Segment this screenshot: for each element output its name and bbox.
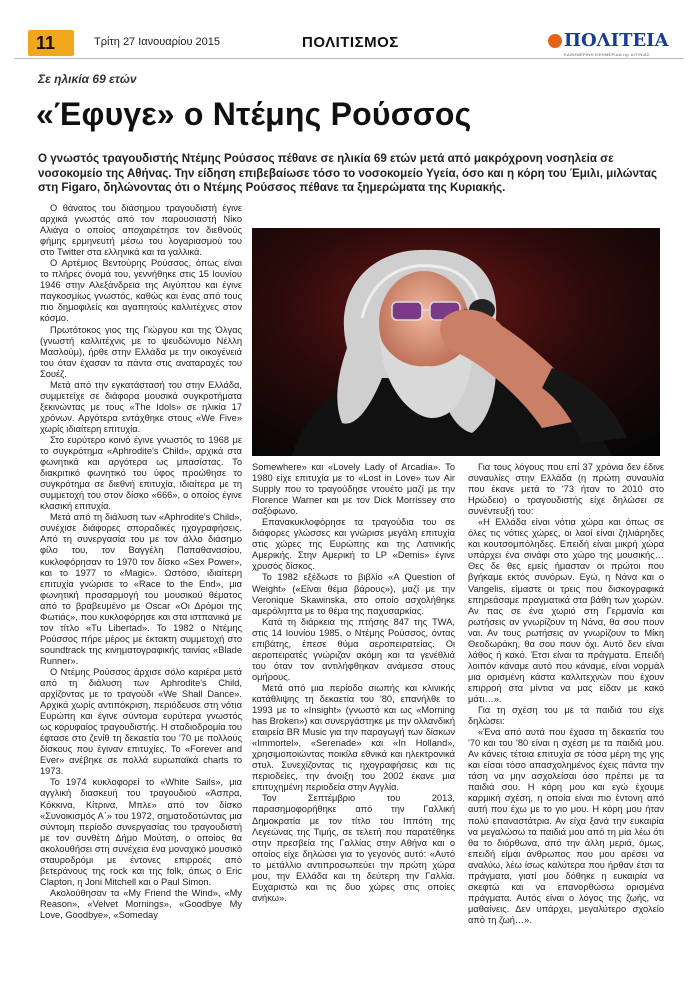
paragraph: Για τους λόγους που επί 37 χρόνια δεν έδινε συναυλίες στην Ελλάδα (η πρώτη συναυλία που έκανε μετά το '73 ήταν το 2010 στο Ηρώδειο) ο τραγουδιστής είχε δηλώσει σε συνέντευξή του: (468, 462, 664, 517)
newspaper-logo: ΠΟΛΙΤΕΙΑ (564, 30, 669, 51)
article-headline: «Έφυγε» ο Ντέμης Ρούσσος (36, 96, 472, 132)
paragraph: Ο Αρτέμιος Βεντούρης Ρούσσος, όπως είναι το πλήρες όνομά του, γεννήθηκε στις 15 Ιουνίου 1946 στην Αλεξάνδρεια της Αιγύπτου και έγινε παγκοσμίως γνωστός, καθώς και ένας από τους πιο δημοφιλείς και αγαπητούς καλλιτέχνες στον κόσμο. (40, 258, 242, 324)
article-column-3 (468, 462, 664, 926)
singer-photo (252, 228, 660, 456)
paragraph: Ακολούθησαν τα «My Friend the Wind», «My Reason», «Velvet Mornings», «Goodbye My Love, Goodbye», «Someday (40, 887, 242, 920)
paragraph: Το 1982 εξέδωσε το βιβλίο «A Question of Weight» («Είναι θέμα βάρους»), μαζί με την Veronique Skawinska, στο οποίο ασχολήθηκε αμερόληπτα με το θέμα της παχυσαρκίας. (252, 572, 455, 616)
logo-subtitle: ΚΑΘΗΜΕΡΙΝΗ ΕΦΗΜΕΡΙΔΑ της ΑΙΤ/ΝΙΑΣ (564, 52, 650, 57)
article-column-1 (40, 203, 242, 921)
header-divider (14, 58, 684, 59)
paragraph: Μετά από μια περίοδο σιωπής και κλινικής κατάθλιψης τη δεκαετία του '80, επανήλθε το 1993 με το «Insight» (γνωστό και ως «Morning has Broken») και συνεργάστηκε με την ολλανδική εταιρεία BR Music για την παραγωγή των δίσκων «Immortel», «Serenade» και «In Holland», χρησιμοποιώντας ποικίλα εθνικά και ηλεκτρονικά στυλ. Συνεχίζοντας τις ηχογραφήσεις και τις περιοδείες, την άνοιξη του 2002 έκανε μια επιτυχημένη περιοδεία στην Αγγλία. (252, 682, 455, 793)
paragraph: Somewhere» και «Lovely Lady of Arcadia». Το 1980 είχε επιτυχία με το «Lost in Love» των Air Supply που το τραγούδησε ντουέτο μαζί με την Florence Warner και με τον Dick Morrissey στο σαξόφωνο. (252, 462, 455, 517)
article-kicker: Σε ηλικία 69 ετών (38, 72, 137, 86)
paragraph: Ο θάνατος του διάσημου τραγουδιστή έγινε αρχικά γνωστός από τον παρουσιαστή Νίκο Αλιάγα ο οποίος αποχαιρέτησε τον διεθνούς φήμης ερμηνευτή μέσω του λογαριασμού του στο Twitter στα ελληνικά και τα γαλλικά. (40, 203, 242, 258)
paragraph: «Ένα από αυτά που έχασα τη δεκαετία του '70 και του '80 είναι η σχέση με τα παιδιά μου. Αν κάνεις τέτοια επιτυχία σε τόσα μέρη της γης και είσαι τόσο απασχολημένος έχεις πάντα την τάση να μην ασχολείσαι όσο πρέπει με τα παιδιά σου. Η κόρη μου και εγώ έχουμε καρμική σχέση, η οποία είναι πιο έντονη από αυτή που έχω με το γιο μου. Η κόρη μου ήταν πολύ επαναστάτρια. Αν είχα ξανά την ευκαιρία να μεγαλώσω τα παιδιά μου από τη μία λέω ότι θα το διόρθωνα, από την άλλη μεριά, όμως, επειδή είμαι άνθρωπος που μου αρέσει να αναλύω, λέω ίσως καλύτερα που ήρθαν έτσι τα πράγματα, γιατί μου δόθηκε η ευκαιρία να σκεφτώ και να επανορθώσω ορισμένα πράγματα. Αυτός είναι ο λόγος της ζωής, να μαθαίνεις. Δεν υπάρχει, μεγαλύτερο σχολείο από τη ζωή…». (468, 727, 664, 925)
paragraph: «Η Ελλάδα είναι νότια χώρα και όπως σε όλες τις νότιες χώρες, οι λαοί είναι ζηλιάρηδες και κουτσομπόληδες. Επειδή είναι μικρή χώρα υπάρχει ένα σινάφι στο χώρο της μουσικής… Θες δε θες εμείς ήμασταν οι πρώτοι που βγήκαμε εκτός συνόρων. Εγώ, η Νάνα και ο Vangelis, είμαστε οι τρεις που δισκογραφικά επηρεάσαμε πραγματικά στα βάθη των χωρών. Αν πας σε ένα χωριό στη Γερμανία και ρωτήσεις αν γνωρίζουν τη Νάνα, θα σου πουν ναι. Αν τους ρωτήσεις αν γνωρίζουν το Μίκη Θεοδωράκη, θα σου πουν όχι. Αυτό δεν είναι λάθος ή κακό. Έτσι είναι τα πράγματα. Επειδή λοιπόν κάναμε αυτό που κάναμε, είναι νορμάλ μια ορισμένη κάστα καλλιτεχνών που έχουν επιρροή στα μίντια να μας είδαν με κακό μάτι…». (468, 517, 664, 704)
article-lead: Ο γνωστός τραγουδιστής Ντέμης Ρούσσος πέθανε σε ηλικία 69 ετών μετά από μακρόχρονη νοσηλεία σε νοσοκομείο της Αθήνας. Την είδηση επιβεβαίωσε τόσο το νοσοκομείο Υγεία, όσο και η κόρη του Έμιλι, μιλώντας στη Figaro, δηλώνοντας ότι ο Ντέμης Ρούσσος πέθανε τα ξημερώματα της Κυριακής. (38, 152, 658, 195)
paragraph: Πρωτότοκος γιος της Γιώργου και της Όλγας (γνωστή καλλιτέχνις με το ψευδώνυμο Νέλλη Μασλούμ), ήρθε στην Ελλάδα με την οικογένειά του όταν έχασαν τα πάντα στις αναταραχές του Σουέζ. (40, 324, 242, 379)
issue-date: Τρίτη 27 Ιανουαρίου 2015 (94, 36, 221, 48)
article-column-2 (252, 462, 455, 904)
paragraph: Κατά τη διάρκεια της πτήσης 847 της TWA, στις 14 Ιουνίου 1985, ο Ντέμης Ρούσσος, όντας επιβάτης, έπεσε θύμα αεροπειρατείας. Οι αεροπειρατές γνώριζαν ακόμη και τα γενέθλιά του όταν τον αντιλήφθηκαν ανάμεσα στους ομήρους. (252, 616, 455, 682)
paragraph: Επανακυκλοφόρησε τα τραγούδια του σε διάφορες γλώσσες και γνώρισε μεγάλη επιτυχία στις χώρες της Ευρώπης και της Λατινικής Αμερικής. Στην Αμερική το LP «Demis» έγινε χρυσός δίσκος. (252, 517, 455, 572)
paragraph: Τον Σεπτέμβριο του 2013, παρασημοφορήθηκε από την Γαλλική Δημοκρατία με τον τίτλο του Ιππότη της Λεγεώνας της Τιμής, σε τελετή που παρατέθηκε στην πρεσβεία της Γαλλίας στην Αθήνα και ο οποίος είχε δηλώσει για το γεγονός αυτό: «Αυτό το μετάλλιο αντιπροσωπεύει την πρώτη χώρα μου, την Ελλάδα και τη δεύτερη την Γαλλία. Ευχαριστώ και τις δυο χώρες στις οποίες ανήκω». (252, 793, 455, 903)
paragraph: Μετά από τη διάλυση των «Aphrodite's Child», συνέχισε διάφορες σποραδικές ηχογραφήσεις. Από τη συνεργασία του με τον άλλο διάσημο φίλο του, τον Βαγγέλη Παπαθανασίου, κυκλοφόρησαν το 1970 τον δίσκο «Sex Power», και το 1977 το «Magic». Ωστόσο, ιδιαίτερη επιτυχία γνώρισε το «Race to the End», μια φωνητική προσαρμογή του μουσικού θέματος από το βραβευμένο με Oscar «Οι Δρόμοι της Φωτιάς», που κυκλοφόρησε και στα ιστπανικά με τον τίτλο «Tu Libertad». Το 1982 ο Ντέμης Ρούσσος πήρε μέρος με έκτακτη συμμετοχή στο soundtrack της κινηματογραφικής ταινίας «Blade Runner». (40, 512, 242, 666)
page-number: 11 (36, 33, 56, 53)
logo-icon (548, 34, 562, 48)
paragraph: Ο Ντέμης Ρούσσος άρχισε σόλο καριέρα μετά από τη διάλυση των Aphrodite's Child, αρχίζοντας με το τραγούδι «We Shall Dance». Αρχικά χωρίς αντιπόκριση, περιόδευσε στη νότια Ευρώπη και έγινε σύντομα ευρύτερα γνωστός ως κορυφαίος τραγουδιστής. Η σταδιοδρομία του έφτασε στο ζενίθ τη δεκαετία του '70 με πολλούς δίσκους που έγιναν επιτυχίες. Το «Forever and Ever» ανέβηκε σε πολλά ευρωπαϊκά charts το 1973. (40, 666, 242, 777)
paragraph: Στο ευρύτερο κοινό έγινε γνωστός το 1968 με το συγκρότημα «Aphrodite's Child», αρχικά στα φωνητικά και αργότερα ως μπασίστας. Το διακριτικό φωνητικό του ύφος προώθησε το συγκρότημα σε διεθνή επιτυχία, ιδιαίτερα με τη συμμετοχή του στον δίσκο «666», ο οποίος έγινε κλασική επιτυχία. (40, 434, 242, 512)
singer-photo-illustration (252, 228, 660, 456)
paragraph: Για τη σχέση του με τα παιδιά του είχε δηλώσει: (468, 705, 664, 727)
paragraph: Μετά από την εγκατάστασή του στην Ελλάδα, συμμετείχε σε διάφορα μουσικά συγκροτήματα ξεκινώντας με τους «The Idols» σε ηλικία 17 χρόνων. Αργότερα εντάχθηκε στους «We Five» χωρίς ιδιαίτερη επιτυχία. (40, 379, 242, 434)
page-header (14, 30, 684, 58)
section-title: ΠΟΛΙΤΙΣΜΟΣ (302, 34, 399, 51)
paragraph: Το 1974 κυκλοφορεί το «White Sails», μια αγγλική διασκευή του τραγουδιού «Άσπρα, Κόκκινα, Κίτρινα, Μπλε» από τον δίσκο «Συνοικισμός Α΄» του 1972, σηματοδοτώντας μια σύντομη περίοδο συνεργασίας του τραγουδιστή με τον συνθέτη Δήμο Μούτση, ο οποίος θα ακολουθήσει στη συνέχεια ένα μοναχικό μουσικό σταυροδρόμι με έντονες επιρροές από βετεράνους της rock και της folk, όπως ο Eric Clapton, η Joni Mitchell και ο Paul Simon. (40, 777, 242, 887)
